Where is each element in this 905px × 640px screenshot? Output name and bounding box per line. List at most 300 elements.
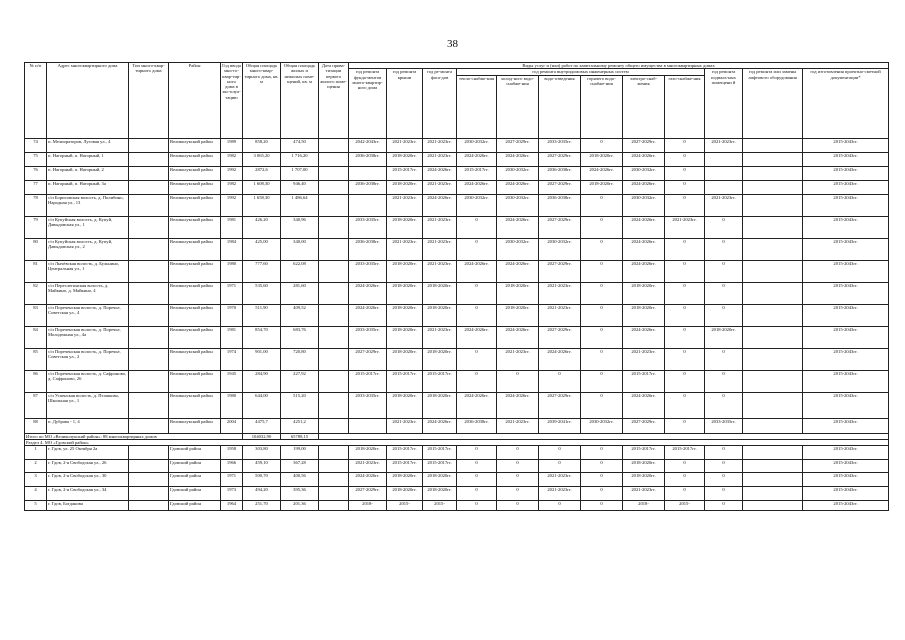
row-address: г. Гдов, 2-я Свободская ул., 34 [47, 487, 129, 501]
row-heat: 2024-2026гг. [457, 152, 497, 166]
table-row [25, 260, 889, 282]
row-total-area: 284,90 [243, 370, 281, 392]
row-heat: 0 [457, 348, 497, 370]
row-num: 79 [25, 216, 47, 238]
row-heat: 2024-2026гг. [457, 260, 497, 282]
row-district: Великолукский район [169, 418, 221, 433]
row-gas: 0 [665, 487, 705, 501]
row-address: с/п Борисовская волость, д. Полибино, Народная ул., 13 [47, 194, 129, 216]
row-gas: 0 [665, 260, 705, 282]
table-row [25, 348, 889, 370]
row-gas: 0 [665, 473, 705, 487]
row-living-area: 227,92 [281, 370, 319, 392]
header-lift: год ремонта или замены лифтового оборудования [743, 69, 803, 138]
row-basement: 0 [705, 370, 743, 392]
row-sewer: 2027-2029гг. [539, 260, 581, 282]
row-total-area: 251,70 [243, 501, 281, 511]
row-lift [743, 166, 803, 180]
row-electricity: 2024-2026гг. [623, 238, 665, 260]
row-basement: 0 [705, 216, 743, 238]
row-basement [705, 180, 743, 194]
row-num: 4 [25, 487, 47, 501]
row-roof: 2015-2017гг. [387, 370, 423, 392]
row-heat: 2030-2032гг. [457, 138, 497, 152]
total-area-sum: 104032,90 [243, 433, 281, 439]
header-gas: газо-снабже-ния [665, 75, 705, 138]
row-facade: 2021-2023гг. [423, 238, 457, 260]
header-inner-systems: год ремонта внутридомовых инженерных систем [457, 69, 705, 75]
row-type [129, 326, 169, 348]
row-basement: 0 [705, 446, 743, 460]
row-lift [743, 152, 803, 166]
row-foundation [349, 194, 387, 216]
table-row [25, 238, 889, 260]
row-total-area: 854,70 [243, 326, 281, 348]
row-num: 1 [25, 446, 47, 460]
row-lift [743, 138, 803, 152]
row-electricity: 2024-2026гг. [623, 260, 665, 282]
row-privat-date [319, 370, 349, 392]
row-psd: 2015-2043гг. [803, 152, 889, 166]
row-psd: 2015-2043гг. [803, 473, 889, 487]
table-row [25, 326, 889, 348]
row-living-area: 340,96 [281, 216, 319, 238]
row-living-area: 515,20 [281, 392, 319, 418]
row-living-area: 395,36 [281, 487, 319, 501]
row-address: г. Гдов, 2-я Свободская ул., 26 [47, 460, 129, 473]
row-sewer: 2027-2029гг. [539, 152, 581, 166]
row-roof: 2018-2020гг. [387, 304, 423, 326]
row-address: г. Гдов, Богданова [47, 501, 129, 511]
row-hot-water: 0 [581, 446, 623, 460]
row-address: с/п Успенская волость, д. Пташково, Школьная ул., 1 [47, 392, 129, 418]
row-cold-water: 0 [497, 487, 539, 501]
row-heat: 0 [457, 460, 497, 473]
row-lift [743, 473, 803, 487]
row-num: 75 [25, 152, 47, 166]
row-year: 1973 [221, 487, 243, 501]
row-num: 82 [25, 282, 47, 304]
row-total-area: 500,70 [243, 473, 281, 487]
row-psd: 2015-2043гг. [803, 460, 889, 473]
row-lift [743, 370, 803, 392]
row-basement: 0 [705, 473, 743, 487]
row-privat-date [319, 152, 349, 166]
row-foundation: 2018-2020гг. [349, 446, 387, 460]
row-electricity: 2018-2020гг. [623, 460, 665, 473]
row-foundation: 2024-2026гг. [349, 304, 387, 326]
row-sewer: 2021-2023гг. [539, 487, 581, 501]
row-year: 1982 [221, 180, 243, 194]
row-type [129, 238, 169, 260]
row-num: 84 [25, 326, 47, 348]
row-privat-date [319, 487, 349, 501]
row-type [129, 194, 169, 216]
table-row [25, 392, 889, 418]
row-district: Великолукский район [169, 194, 221, 216]
row-roof: 2018-2020гг. [387, 260, 423, 282]
header-basement: год ремонта подваль-ных помещени й [705, 69, 743, 138]
row-heat: 0 [457, 238, 497, 260]
row-gas: 0 [665, 166, 705, 180]
header-living-area: Общая площадь жилых и нежилых поме-щений, кв. м [281, 63, 319, 139]
row-address: с/п Лычёвская волость, д. Бульнино, Центральная ул., 1 [47, 260, 129, 282]
row-privat-date [319, 446, 349, 460]
row-cold-water: 0 [497, 460, 539, 473]
row-total-area: 426,20 [243, 216, 281, 238]
row-psd: 2015-2043гг. [803, 392, 889, 418]
row-district: Великолукский район [169, 282, 221, 304]
total-label: Итого по МО «Великолукский район»: 88 многоквартирных домов [25, 433, 243, 439]
header-hot-water: горячего водо-снабже-ния [581, 75, 623, 138]
row-year: 1981 [221, 216, 243, 238]
row-privat-date [319, 282, 349, 304]
row-year: 1980 [221, 260, 243, 282]
table-row [25, 194, 889, 216]
row-num: 77 [25, 180, 47, 194]
row-foundation: 2021-2023гг. [349, 460, 387, 473]
row-year: 1970 [221, 304, 243, 326]
row-lift [743, 501, 803, 511]
row-hot-water: 2018-2020гг. [581, 152, 623, 166]
row-cold-water: 2030-2032гг. [497, 166, 539, 180]
row-psd: 2015-2043гг. [803, 138, 889, 152]
row-type [129, 370, 169, 392]
row-heat: 0 [457, 487, 497, 501]
row-electricity: 2024-2026гг. [623, 216, 665, 238]
row-cold-water: 2018-2020гг. [497, 282, 539, 304]
row-cold-water: 2024-2026гг. [497, 152, 539, 166]
row-type [129, 460, 169, 473]
row-year: 1989 [221, 138, 243, 152]
row-address: с/п Пореченская волость, д. Поречье, Советская ул., 2 [47, 348, 129, 370]
row-foundation [349, 418, 387, 433]
row-basement [705, 152, 743, 166]
row-foundation: 2033-2035гг. [349, 216, 387, 238]
row-type [129, 487, 169, 501]
row-roof: 2018-2020гг. [387, 180, 423, 194]
row-address: г. Гдов, ул. 25 Октября 2а [47, 446, 129, 460]
row-foundation: 2033-2035гг. [349, 326, 387, 348]
header-electricity: электро-снаб-жения [623, 75, 665, 138]
row-cold-water: 0 [497, 370, 539, 392]
row-privat-date [319, 326, 349, 348]
row-electricity: 2021-2023гг. [623, 487, 665, 501]
row-address: с/п Пореченская волость, д. Сафроново, д. Сафроново, 26 [47, 370, 129, 392]
row-electricity: 2024-2026гг. [623, 326, 665, 348]
row-living-area: 622,08 [281, 260, 319, 282]
row-address: г. Гдов, 2-я Свободская ул., 30 [47, 473, 129, 487]
header-year: Год ввода мно-го-квар-тир-ного дома в экс-плуа-тацию [221, 63, 243, 139]
row-roof: 2021-2023гг. [387, 194, 423, 216]
row-address: с/п Купуйская волость, д. Купуй, Давыдовская ул., 1 [47, 216, 129, 238]
table-row [25, 487, 889, 501]
row-gas: 0 [665, 180, 705, 194]
row-year: 1958 [221, 446, 243, 460]
table-row [25, 138, 889, 152]
capital-repair-table [24, 62, 888, 511]
row-roof: 2021-2023гг. [387, 418, 423, 433]
row-sewer: 2024-2026гг. [539, 348, 581, 370]
row-sewer: 2039-2041гг. [539, 418, 581, 433]
row-privat-date [319, 418, 349, 433]
row-total-area: 459,10 [243, 460, 281, 473]
table-row [25, 446, 889, 460]
row-hot-water: 0 [581, 326, 623, 348]
row-district: Великолукский район [169, 392, 221, 418]
row-foundation: 2036-2038гг. [349, 238, 387, 260]
row-facade: 2018-2020гг. [423, 282, 457, 304]
row-foundation: 2036-2038гг. [349, 180, 387, 194]
row-privat-date [319, 392, 349, 418]
row-gas: 2015-2017гг. [665, 446, 705, 460]
row-total-area: 1 658,30 [243, 194, 281, 216]
row-year: 1982 [221, 152, 243, 166]
header-roof: год ремонта крыши [387, 69, 423, 138]
header-psd: год изготовления проектно-сметной документации* [803, 69, 889, 138]
row-hot-water: 2018-2020гг. [581, 180, 623, 194]
row-facade: 2018-2020гг. [423, 304, 457, 326]
row-privat-date [319, 216, 349, 238]
row-basement: 0 [705, 260, 743, 282]
row-cold-water: 2030-2032гг. [497, 194, 539, 216]
row-sewer: 2027-2029гг. [539, 326, 581, 348]
row-electricity: 2030-2032гг. [623, 166, 665, 180]
table-row [25, 501, 889, 511]
row-privat-date [319, 194, 349, 216]
row-electricity: 2015-2017гг. [623, 370, 665, 392]
row-hot-water: 0 [581, 473, 623, 487]
row-basement: 2021-2023гг. [705, 194, 743, 216]
row-facade: 2024-2026гг. [423, 166, 457, 180]
row-electricity: 2027-2029гг. [623, 418, 665, 433]
row-lift [743, 326, 803, 348]
row-roof: 2015-2017гг. [387, 460, 423, 473]
table-row [25, 473, 889, 487]
row-district: Великолукский район [169, 216, 221, 238]
row-hot-water: 2024-2026гг. [581, 166, 623, 180]
row-basement: 0 [705, 304, 743, 326]
row-address: с/п Пореченская волость, д. Поречье, Молодежная ул., 4а [47, 326, 129, 348]
header-cold-water: холод-ного водо-снабже-ния [497, 75, 539, 138]
row-year: 1971 [221, 282, 243, 304]
row-privat-date [319, 260, 349, 282]
row-address: п. Нагорный, п. Нагорный, 1 [47, 152, 129, 166]
row-electricity: 2024-2026гг. [623, 152, 665, 166]
row-basement: 2033-2035гг. [705, 418, 743, 433]
row-address: с/п Пореченская волость, д. Поречье, Советская ул., 4 [47, 304, 129, 326]
row-sewer: 2021-2023гг. [539, 282, 581, 304]
row-heat: 2036-2038гг. [457, 418, 497, 433]
row-cold-water: 2021-2023гг. [497, 348, 539, 370]
row-lift [743, 282, 803, 304]
row-psd: 2015-2043гг. [803, 326, 889, 348]
row-year: 1981 [221, 326, 243, 348]
row-living-area: 409,52 [281, 304, 319, 326]
table-row [25, 460, 889, 473]
row-psd: 2015-2043гг. [803, 304, 889, 326]
row-foundation [349, 166, 387, 180]
row-year: 1980 [221, 392, 243, 418]
table-row [25, 152, 889, 166]
row-total-area: 511,90 [243, 304, 281, 326]
row-num: 74 [25, 138, 47, 152]
row-roof: 2018-2020гг. [387, 473, 423, 487]
row-total-area: 2872,6 [243, 166, 281, 180]
row-gas: 0 [665, 282, 705, 304]
row-privat-date [319, 180, 349, 194]
row-roof: 2021-2023гг. [387, 138, 423, 152]
row-living-area: 683,76 [281, 326, 319, 348]
row-basement: 2018-2020гг. [705, 326, 743, 348]
row-facade: 2015- [423, 501, 457, 511]
row-roof: 2015- [387, 501, 423, 511]
row-type [129, 282, 169, 304]
row-hot-water: 2030-2032гг. [581, 418, 623, 433]
row-gas: 0 [665, 392, 705, 418]
row-living-area: 281,60 [281, 282, 319, 304]
row-hot-water: 0 [581, 501, 623, 511]
row-total-area: 901,00 [243, 348, 281, 370]
row-year: 1964 [221, 501, 243, 511]
row-foundation: 2027-2029гг. [349, 348, 387, 370]
row-num: 86 [25, 370, 47, 392]
row-living-area: 199,00 [281, 446, 319, 460]
row-year: 2004 [221, 418, 243, 433]
row-sewer: 2027-2029гг. [539, 216, 581, 238]
row-total-area: 1 608,30 [243, 180, 281, 194]
row-address: п. Нагорный, п. Нагорный, 3а [47, 180, 129, 194]
row-living-area: 340,00 [281, 238, 319, 260]
row-facade: 2024-2026гг. [423, 194, 457, 216]
row-roof: 2021-2023гг. [387, 238, 423, 260]
row-cold-water: 2024-2026гг. [497, 260, 539, 282]
row-basement: 0 [705, 348, 743, 370]
row-lift [743, 348, 803, 370]
row-basement: 0 [705, 392, 743, 418]
row-district: Гдовский район [169, 460, 221, 473]
page-number: 38 [447, 38, 458, 50]
row-foundation: 2024-2026гг. [349, 473, 387, 487]
table-row [25, 370, 889, 392]
row-type [129, 501, 169, 511]
row-hot-water: 0 [581, 216, 623, 238]
row-hot-water: 0 [581, 282, 623, 304]
row-psd: 2015-2043гг. [803, 370, 889, 392]
row-num: 80 [25, 238, 47, 260]
row-year: 1966 [221, 460, 243, 473]
row-living-area: 1 716,20 [281, 152, 319, 166]
row-type [129, 216, 169, 238]
row-district: Великолукский район [169, 348, 221, 370]
row-electricity: 2021-2023гг. [623, 348, 665, 370]
row-basement: 2021-2023гг. [705, 138, 743, 152]
row-num: 78 [25, 194, 47, 216]
row-year: 1992 [221, 194, 243, 216]
row-privat-date [319, 501, 349, 511]
row-foundation: 2015-2017гг. [349, 370, 387, 392]
row-heat: 0 [457, 473, 497, 487]
row-num: 88 [25, 418, 47, 433]
row-gas: 0 [665, 138, 705, 152]
row-total-area: 494,20 [243, 487, 281, 501]
row-sewer: 2021-2023гг. [539, 473, 581, 487]
row-living-area: 946,40 [281, 180, 319, 194]
row-facade: 2015-2017гг. [423, 370, 457, 392]
row-living-area: 1 707,00 [281, 166, 319, 180]
row-year: 1984 [221, 238, 243, 260]
row-cold-water: 2018-2020гг. [497, 304, 539, 326]
row-living-area: 474,50 [281, 138, 319, 152]
table-row [25, 166, 889, 180]
row-type [129, 166, 169, 180]
row-facade: 2015-2017гг. [423, 460, 457, 473]
header-works-group: Виды услуг и (или) работ по капитальному ремонту общего имущества в многоквартирных домах [349, 63, 889, 69]
row-living-area: 367,28 [281, 460, 319, 473]
row-facade: 2021-2023гг. [423, 180, 457, 194]
row-basement: 0 [705, 238, 743, 260]
row-roof: 2015-2017гг. [387, 446, 423, 460]
row-heat: 0 [457, 501, 497, 511]
row-privat-date [319, 138, 349, 152]
row-lift [743, 418, 803, 433]
row-sewer: 2030-2032гг. [539, 238, 581, 260]
header-privat-date: Дата прива-тизации первого жилого поме-щения [319, 63, 349, 139]
row-facade: 2024-2026гг. [423, 418, 457, 433]
row-lift [743, 238, 803, 260]
row-facade: 2018-2020гг. [423, 473, 457, 487]
row-num: 83 [25, 304, 47, 326]
row-privat-date [319, 238, 349, 260]
row-total-area: 535,60 [243, 282, 281, 304]
row-living-area: 720,80 [281, 348, 319, 370]
row-roof: 2018-2020гг. [387, 487, 423, 501]
row-cold-water: 2027-2029гг. [497, 138, 539, 152]
row-district: Гдовский район [169, 446, 221, 460]
header-heat: тепло-снабже-ния [457, 75, 497, 138]
row-year: 1971 [221, 473, 243, 487]
row-facade: 2021-2023гг. [423, 216, 457, 238]
header-num: № п/п [25, 63, 47, 139]
row-psd: 2015-2043гг. [803, 446, 889, 460]
row-foundation: 2027-2029гг. [349, 487, 387, 501]
row-roof: 2015-2017гг. [387, 166, 423, 180]
row-heat: 2030-2032гг. [457, 194, 497, 216]
row-sewer: 2027-2029гг. [539, 392, 581, 418]
row-psd: 2015-2043гг. [803, 194, 889, 216]
living-area-sum: 65788,15 [281, 433, 319, 439]
row-type [129, 180, 169, 194]
row-psd: 2015-2043гг. [803, 166, 889, 180]
row-total-area: 858,20 [243, 138, 281, 152]
header-type: Тип много-квар-тирного дома [129, 63, 169, 139]
row-roof: 2018-2020гг. [387, 348, 423, 370]
header-district: Район [169, 63, 221, 139]
table-row [25, 282, 889, 304]
row-district: Великолукский район [169, 152, 221, 166]
header-sewer: водо-отведения [539, 75, 581, 138]
row-address: п. Мелиораторов, Луговая ул., 4 [47, 138, 129, 152]
row-type [129, 260, 169, 282]
row-living-area: 1 486,64 [281, 194, 319, 216]
row-heat: 2024-2026гг. [457, 326, 497, 348]
row-type [129, 348, 169, 370]
row-roof: 2018-2020гг. [387, 326, 423, 348]
row-district: Великолукский район [169, 180, 221, 194]
row-hot-water: 0 [581, 487, 623, 501]
row-roof: 2018-2020гг. [387, 392, 423, 418]
row-gas: 0 [665, 348, 705, 370]
